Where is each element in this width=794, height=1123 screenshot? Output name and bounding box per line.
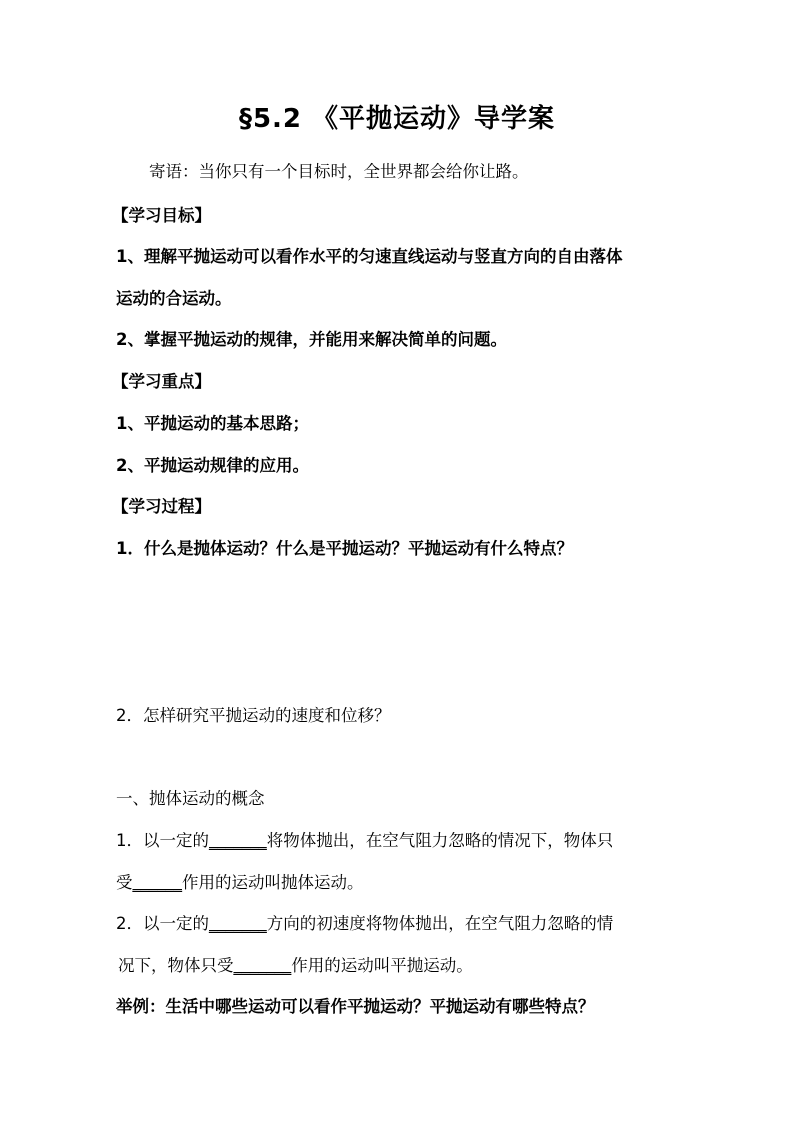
goal-item-1-line-1: 1、理解平抛运动可以看作水平的匀速直线运动与竖直方向的自由落体 [116,247,623,266]
p2-text-d: 作用的运动叫平抛运动。 [291,956,473,975]
p2-text-a: 2．以一定的 [116,914,209,933]
section1-paragraph-2-line-1 [116,910,613,934]
section1-paragraph-1-line-2 [116,869,364,893]
fill-blank-4[interactable]: _______ [233,956,292,975]
p2-text-c: 况下，物体只受 [118,956,234,975]
section1-paragraph-2-line-2 [118,952,473,976]
process-heading: 【学习过程】 [112,497,211,516]
p1-text-a: 1．以一定的 [116,831,209,850]
fill-blank-1[interactable]: _______ [209,831,267,850]
page-title: §5.2 《平抛运动》导学案 [238,104,556,134]
p1-text-c: 受 [116,873,133,892]
focus-item-2: 2、平抛运动规律的应用。 [116,456,309,475]
focus-heading: 【学习重点】 [112,372,211,391]
p1-text-b: 将物体抛出，在空气阻力忽略的情况下，物体只 [266,831,614,850]
section1-example: 举例：生活中哪些运动可以看作平抛运动？平抛运动有哪些特点？ [116,997,595,1016]
focus-item-1: 1、平抛运动的基本思路； [116,414,309,433]
section1-paragraph-1-line-1 [116,827,613,851]
section1-heading: 一、抛体运动的概念 [116,789,265,808]
process-question-2: 2．怎样研究平抛运动的速度和位移？ [116,706,391,725]
goals-heading: 【学习目标】 [112,206,211,225]
goal-item-2: 2、掌握平抛运动的规律，并能用来解决简单的问题。 [116,330,507,349]
p1-text-d: 作用的运动叫抛体运动。 [182,873,364,892]
goal-item-1-line-2: 运动的合运动。 [116,289,232,308]
fill-blank-3[interactable]: _______ [209,914,267,933]
motto: 寄语：当你只有一个目标时，全世界都会给你让路。 [149,162,529,181]
p2-text-b: 方向的初速度将物体抛出，在空气阻力忽略的情 [266,914,614,933]
fill-blank-2[interactable]: ______ [132,873,182,892]
process-question-1: 1．什么是抛体运动？什么是平抛运动？平抛运动有什么特点？ [116,539,573,558]
